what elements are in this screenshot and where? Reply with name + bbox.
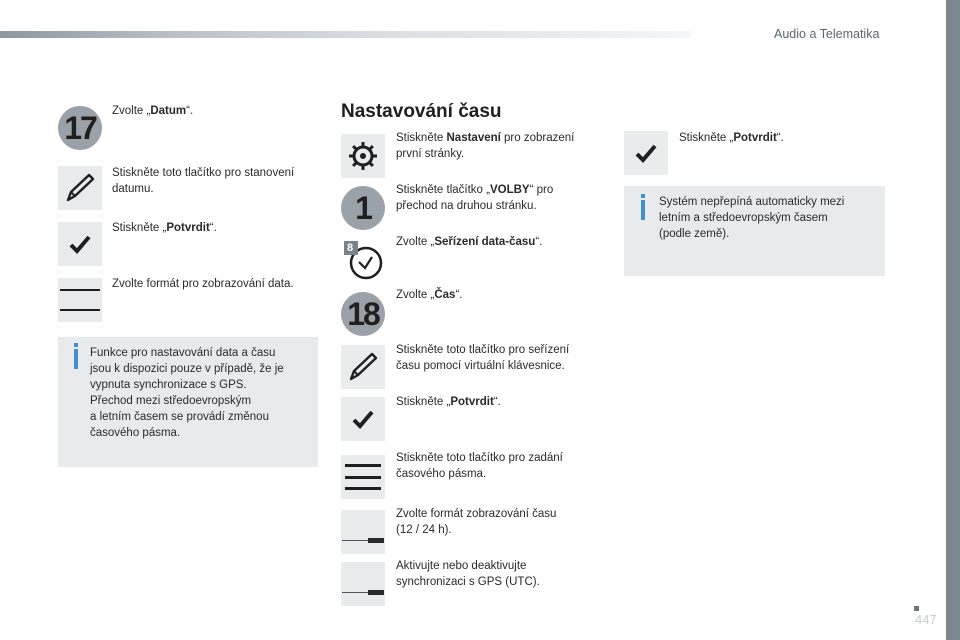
left-step-select-date: Zvolte „Datum“.	[112, 105, 194, 117]
pencil-icon	[346, 350, 380, 384]
gps-sync-box	[341, 562, 385, 606]
date-format-box	[58, 278, 102, 322]
confirm-button-box	[58, 222, 102, 266]
list-icon	[345, 464, 381, 490]
mid-step-press-options: Stiskněte tlačítko „VOLBY“ pro přechod na druhou stránku.	[396, 184, 554, 212]
step-number: 17	[58, 106, 102, 150]
mid-step-time-format: Zvolte formát zobrazování času (12 / 24 h).	[396, 508, 557, 536]
left-step-press-date-button: Stiskněte toto tlačítko pro stanovení datumu.	[112, 167, 295, 195]
step-number: 18	[341, 292, 385, 336]
chapter-title: Audio a Telematika	[774, 27, 880, 41]
right-step-press-confirm: Stiskněte „Potvrdit“.	[679, 132, 784, 144]
check-icon	[68, 232, 92, 256]
timezone-button-box	[341, 455, 385, 499]
info-icon	[641, 200, 645, 220]
mid-step-press-confirm: Stiskněte „Potvrdit“.	[396, 396, 501, 408]
left-step-press-confirm: Stiskněte „Potvrdit“.	[112, 222, 217, 234]
format-slider-icon	[342, 538, 384, 544]
pencil-button-box	[58, 166, 102, 210]
clock-badge-number: 8	[347, 242, 354, 254]
header-bar	[0, 31, 690, 38]
toggle-slider-icon	[342, 590, 384, 596]
mid-step-timezone: Stiskněte toto tlačítko pro zadání časového pásma.	[396, 452, 563, 480]
check-icon	[634, 141, 658, 165]
mid-step-press-settings: Stiskněte Nastavení pro zobrazení první stránky.	[396, 132, 575, 160]
check-icon	[351, 407, 375, 431]
right-info-box	[624, 186, 885, 276]
section-title: Nastavování času	[341, 101, 502, 122]
step-number: 1	[341, 186, 385, 230]
page-edge-tab	[946, 0, 960, 640]
right-info-text: Systém nepřepíná automaticky mezi letním a středoevropským časem (podle země).	[659, 196, 845, 240]
format-selector-icon	[60, 289, 100, 311]
info-icon	[74, 349, 78, 369]
mid-step-select-date-time-setting: Zvolte „Seřízení data-času“.	[396, 236, 543, 248]
step-1-badge	[341, 186, 385, 230]
pencil-icon	[63, 171, 97, 205]
confirm-button-box	[341, 397, 385, 441]
mid-step-gps-sync: Aktivujte nebo deaktivujte synchronizaci s GPS (UTC).	[396, 560, 540, 588]
confirm-button-box	[624, 131, 668, 175]
left-info-box	[58, 337, 318, 467]
gear-icon	[347, 140, 379, 172]
mid-step-virtual-keyboard: Stiskněte toto tlačítko pro seřízení času pomocí virtuální klávesnice.	[396, 344, 570, 372]
mid-step-select-time: Zvolte „Čas“.	[396, 289, 463, 301]
pencil-button-box	[341, 345, 385, 389]
settings-button-box	[341, 134, 385, 178]
step-18-badge	[341, 292, 385, 336]
step-17-badge	[58, 106, 102, 150]
time-format-box	[341, 510, 385, 554]
page-number: 447	[915, 612, 937, 627]
left-info-text: Funkce pro nastavování data a času jsou k dispozici pouze v případě, že je vypnuta synchronizace s GPS. Přechod mezi středoevropským a letním časem se provádí změnou časového pásma.	[90, 347, 284, 439]
page-dot	[914, 606, 919, 611]
left-step-date-format: Zvolte formát pro zobrazování data.	[112, 278, 294, 290]
clock-menu-box	[341, 238, 385, 282]
